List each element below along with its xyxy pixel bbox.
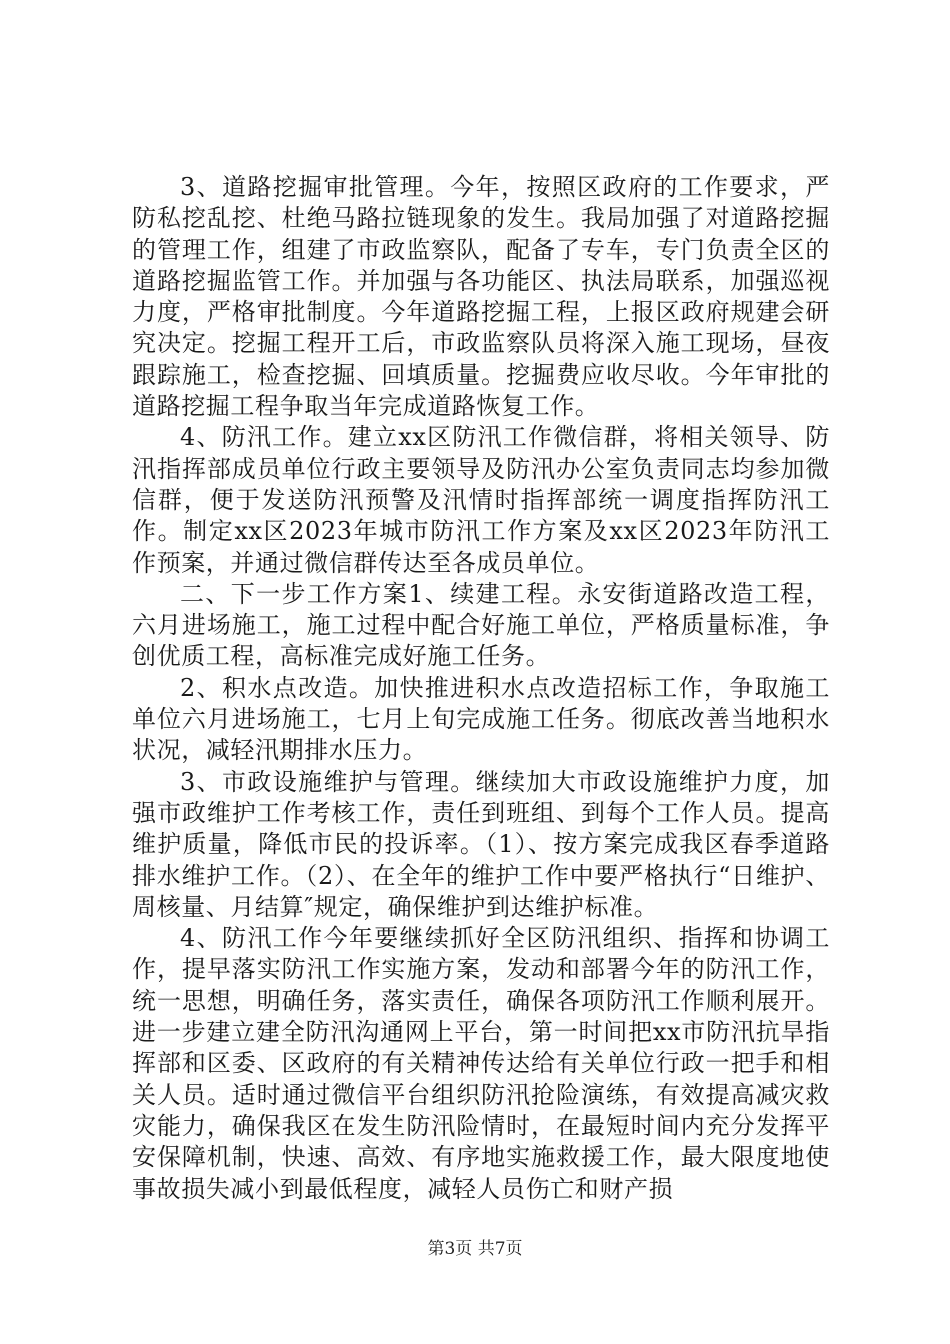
paragraph-flood-control: 4、防汛工作。建立xx区防汛工作微信群，将相关领导、防汛指挥部成员单位行政主要领导及防汛办公室负责同志均参加微信群，便于发送防汛预警及汛情时指挥部统一调度指挥防汛工作。制定xx区2023年城市防汛工作方案及xx区2023年防汛工作预案，并通过微信群传达至各成员单位。 bbox=[132, 423, 830, 577]
paragraph-waterlogging-renovation: 2、积水点改造。加快推进积水点改造招标工作，争取施工单位六月进场施工，七月上旬完成施工任务。彻底改善当地积水状况，减轻汛期排水压力。 bbox=[132, 673, 830, 765]
page-number-footer: 第3页 共7页 bbox=[427, 1239, 523, 1259]
paragraph-municipal-maintenance: 3、市政设施维护与管理。继续加大市政设施维护力度，加强市政维护工作考核工作，责任到班组、到每个工作人员。提高维护质量，降低市民的投诉率。（1）、按方案完成我区春季道路排水维护工作。（2）、在全年的维护工作中要严格执行“日维护、周核量、月结算″规定，确保维护到达维护标准。 bbox=[132, 767, 830, 921]
paragraph-road-excavation: 3、道路挖掘审批管理。今年，按照区政府的工作要求，严防私挖乱挖、杜绝马路拉链现象的发生。我局加强了对道路挖掘的管理工作，组建了市政监察队，配备了专车，专门负责全区的道路挖掘监管工作。并加强与各功能区、执法局联系，加强巡视力度，严格审批制度。今年道路挖掘工程，上报区政府规建会研究决定。挖掘工程开工后，市政监察队员将深入施工现场，昼夜跟踪施工，检查挖掘、回填质量。挖掘费应收尽收。今年审批的道路挖掘工程争取当年完成道路恢复工作。 bbox=[132, 173, 830, 421]
document-body bbox=[132, 172, 830, 1205]
paragraph-next-steps-continued-works: 二、下一步工作方案1、续建工程。永安街道路改造工程，六月进场施工，施工过程中配合好施工单位，严格质量标准，争创优质工程，高标准完成好施工任务。 bbox=[132, 579, 830, 671]
paragraph-flood-control-plan: 4、防汛工作今年要继续抓好全区防汛组织、指挥和协调工作，提早落实防汛工作实施方案，发动和部署今年的防汛工作，统一思想，明确任务，落实责任，确保各项防汛工作顺利展开。进一步建立建全防汛沟通网上平台，第一时间把xx市防汛抗旱指挥部和区委、区政府的有关精神传达给有关单位行政一把手和相关人员。适时通过微信平台组织防汛抢险演练，有效提高减灾救灾能力，确保我区在发生防汛险情时，在最短时间内充分发挥平安保障机制，快速、高效、有序地实施救援工作，最大限度地使事故损失减小到最低程度，减轻人员伤亡和财产损 bbox=[132, 924, 830, 1203]
